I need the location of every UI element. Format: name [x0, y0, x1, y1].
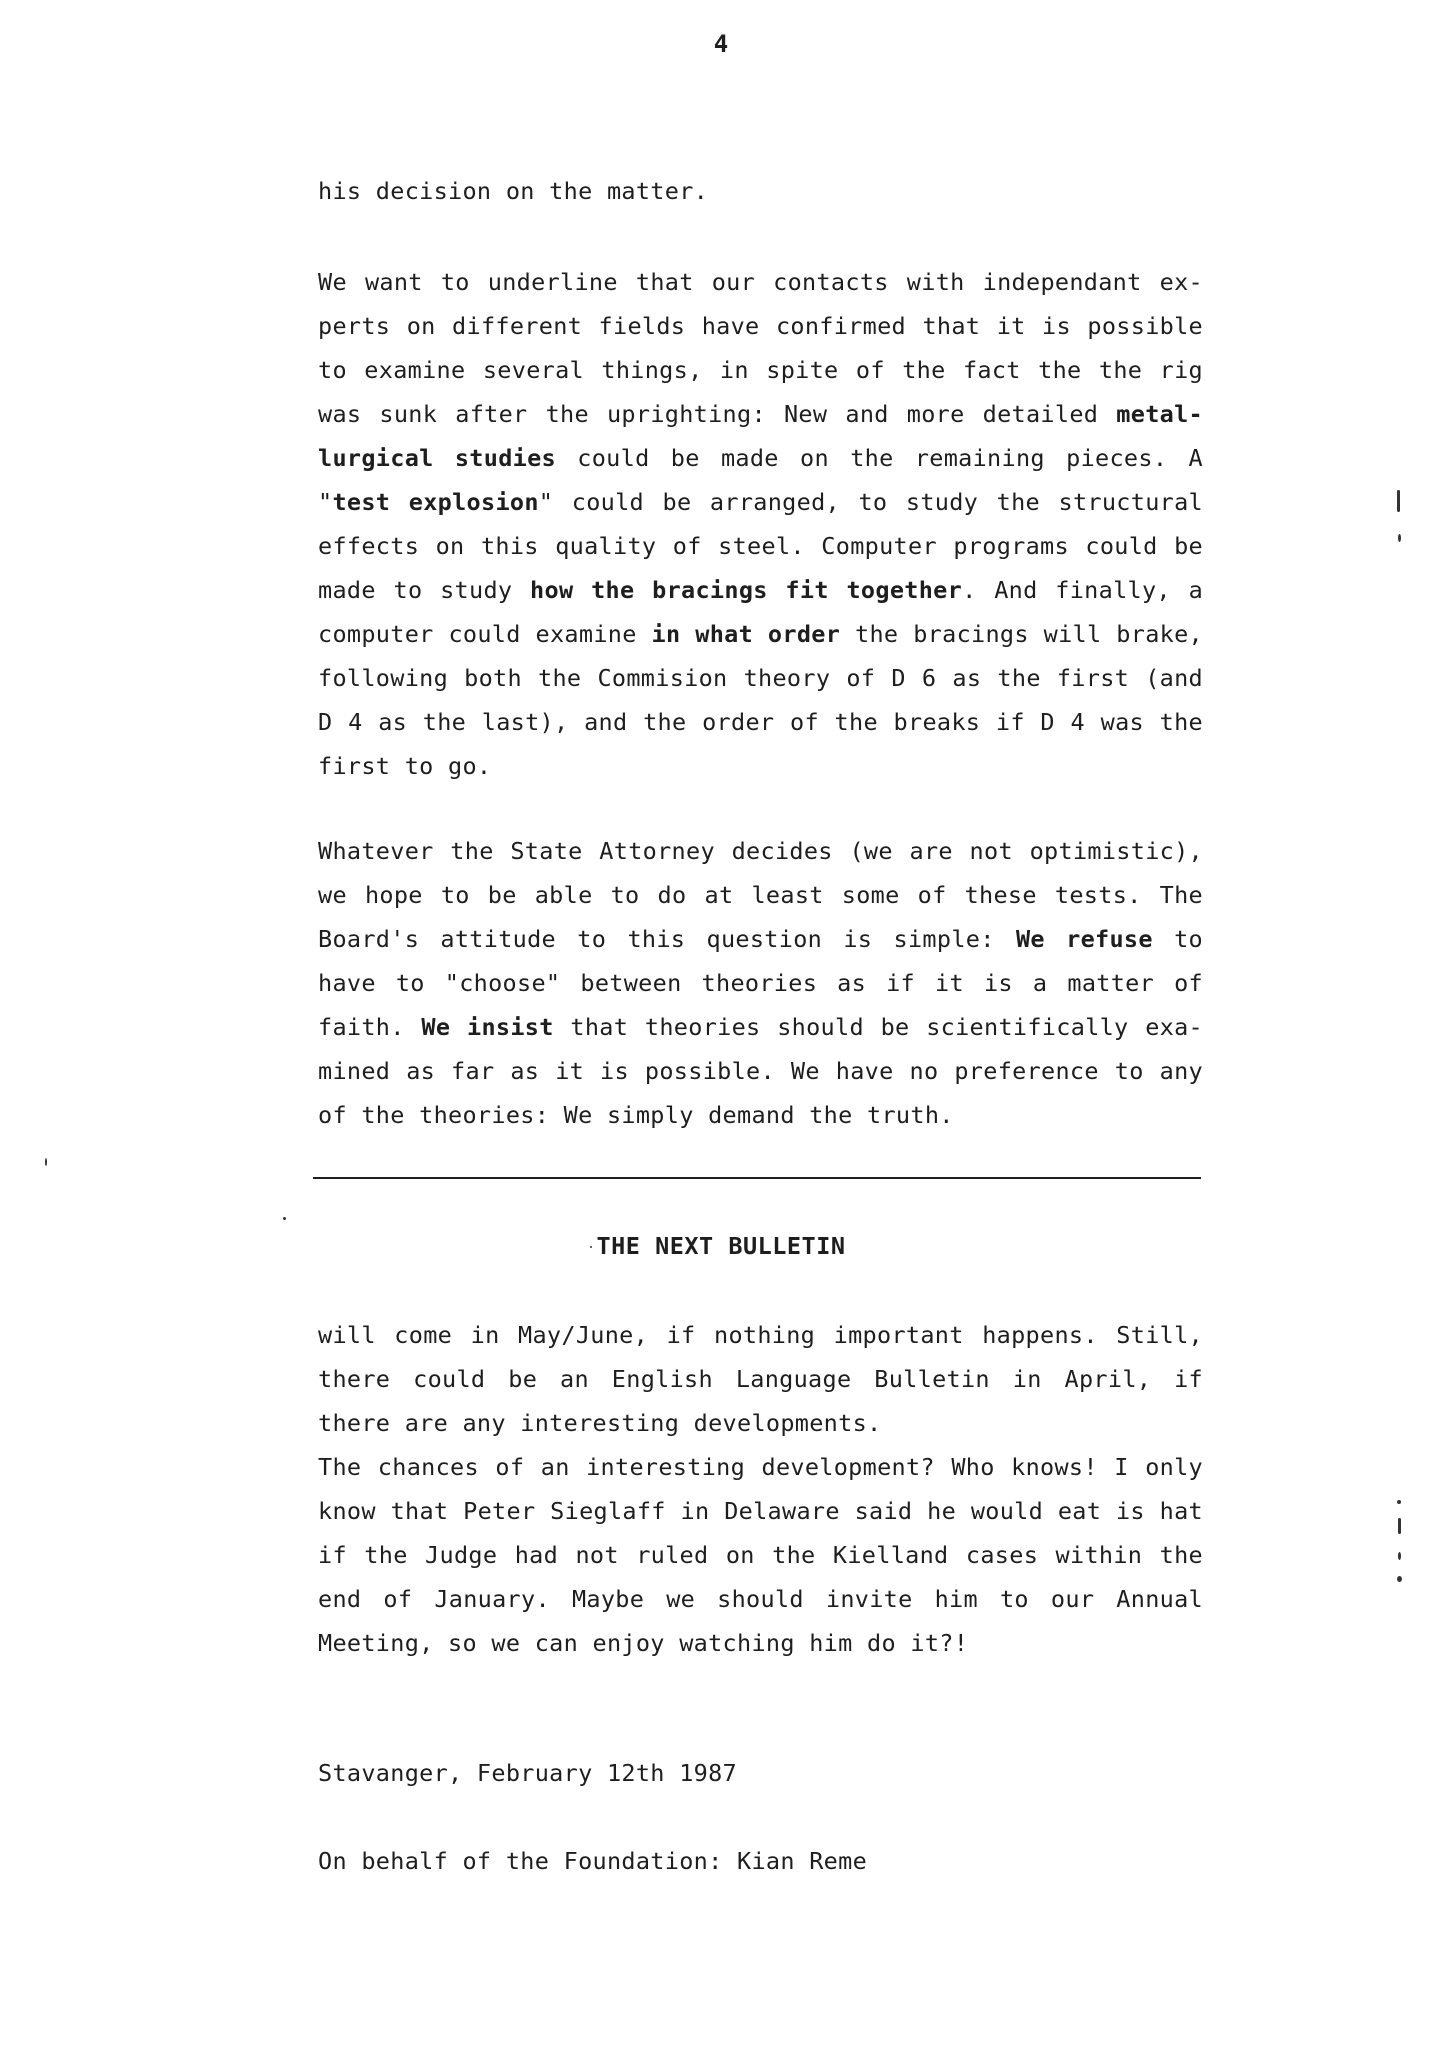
bold-text-run: metal- — [1116, 400, 1203, 428]
margin-mark — [1397, 1576, 1402, 1582]
bold-text-run: We insist — [421, 1013, 554, 1041]
paragraph-2-line — [318, 399, 1203, 429]
text-run: computer could examine — [318, 620, 652, 648]
paragraph-2-line: following both the Commision theory of D 6 as the first (and — [318, 664, 1203, 692]
margin-mark — [1397, 490, 1400, 512]
bold-text-run: in what order — [651, 620, 841, 648]
text-run: " — [318, 488, 333, 516]
bold-text-run: how the bracings fit together — [530, 576, 963, 604]
bulletin-line: there are any interesting developments. — [318, 1409, 882, 1437]
paragraph-1-line: his decision on the matter. — [318, 177, 709, 205]
text-run: to — [1152, 925, 1203, 953]
paragraph-2-line: perts on different fields have confirmed that it is possible — [318, 312, 1203, 340]
bold-text-run: lurgical studies — [318, 444, 556, 472]
paragraph-3-line — [318, 1012, 1203, 1042]
margin-mark — [1398, 534, 1401, 542]
bulletin-line: there could be an English Language Bulletin in April, if — [318, 1365, 1203, 1393]
place-and-date: Stavanger, February 12th 1987 — [318, 1759, 737, 1787]
paragraph-3-line: of the theories: We simply demand the truth. — [318, 1101, 954, 1129]
bulletin-line: know that Peter Sieglaff in Delaware said he would eat is hat — [318, 1497, 1203, 1525]
signature-line: On behalf of the Foundation: Kian Reme — [318, 1847, 868, 1875]
margin-mark — [1397, 1500, 1401, 1504]
speck — [283, 1217, 286, 1220]
paragraph-3-line: mined as far as it is possible. We have no preference to any — [318, 1057, 1203, 1085]
paragraph-2-line — [318, 487, 1203, 517]
bulletin-line: The chances of an interesting development? Who knows! I only — [318, 1453, 1203, 1481]
bulletin-line: will come in May/June, if nothing important happens. Still, — [318, 1321, 1203, 1349]
text-run: could be made on the remaining pieces. A — [556, 444, 1203, 472]
paragraph-3-line: we hope to be able to do at least some of these tests. The — [318, 881, 1203, 909]
bold-text-run: test explosion — [332, 488, 539, 516]
paragraph-2-line — [318, 443, 1203, 473]
bulletin-line: if the Judge had not ruled on the Kielland cases within the — [318, 1541, 1203, 1569]
text-run: made to study — [318, 576, 531, 604]
text-run: that theories should be scientifically exa- — [553, 1013, 1203, 1041]
bulletin-line: Meeting, so we can enjoy watching him do it?! — [318, 1629, 969, 1657]
margin-mark — [1398, 1552, 1401, 1560]
text-run: . And finally, a — [962, 576, 1204, 604]
text-run: Board's attitude to this question is simple: — [318, 925, 1016, 953]
paragraph-3-line: have to "choose" between theories as if it is a matter of — [318, 969, 1203, 997]
text-run: " could be arranged, to study the structural — [538, 488, 1203, 516]
speck — [590, 1246, 592, 1248]
paragraph-3-line — [318, 924, 1203, 954]
page-number: 4 — [713, 30, 729, 58]
paragraph-2-line: D 4 as the last), and the order of the breaks if D 4 was the — [318, 708, 1203, 736]
paragraph-2-line: We want to underline that our contacts with independant ex- — [318, 268, 1203, 296]
bulletin-line: end of January. Maybe we should invite him to our Annual — [318, 1585, 1203, 1613]
paragraph-2-line — [318, 619, 1203, 649]
bold-text-run: We refuse — [1015, 925, 1153, 953]
margin-mark — [1398, 1518, 1401, 1534]
section-heading: THE NEXT BULLETIN — [596, 1232, 846, 1260]
paragraph-2-line: first to go. — [318, 752, 492, 780]
speck — [45, 1158, 47, 1166]
paragraph-2-line: to examine several things, in spite of the fact the the rig — [318, 356, 1203, 384]
text-run: the bracings will brake, — [840, 620, 1203, 648]
paragraph-3-line: Whatever the State Attorney decides (we are not optimistic), — [318, 837, 1203, 865]
text-run: was sunk after the uprighting: New and more detailed — [318, 400, 1117, 428]
text-run: faith. — [318, 1013, 422, 1041]
paragraph-2-line — [318, 575, 1203, 605]
horizontal-divider — [313, 1177, 1201, 1179]
paragraph-2-line: effects on this quality of steel. Computer programs could be — [318, 532, 1203, 560]
